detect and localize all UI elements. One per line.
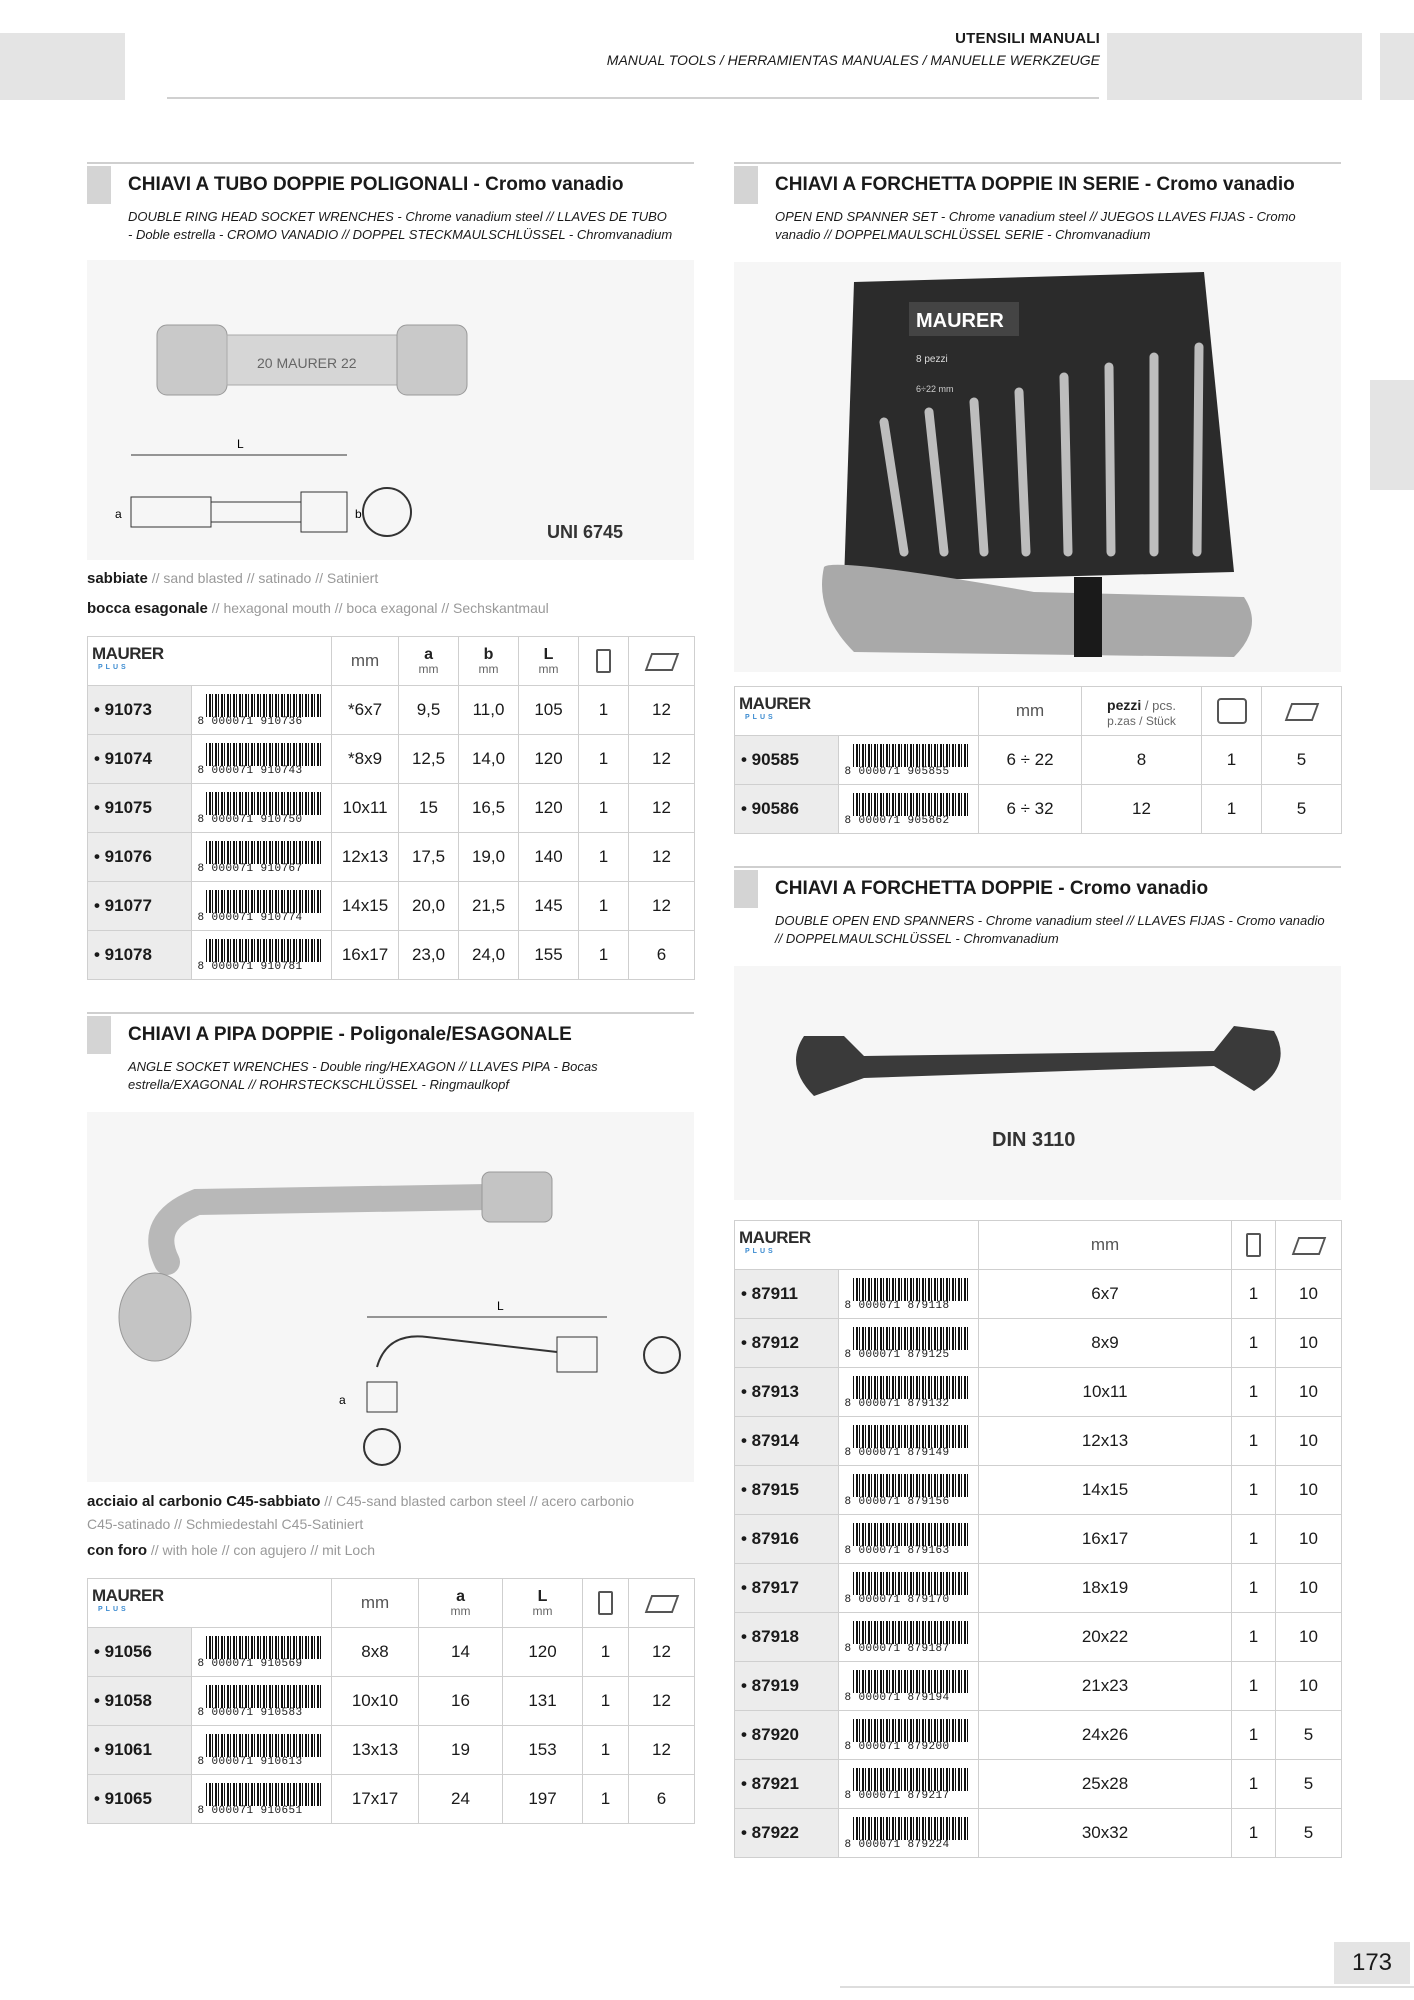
dim-label-a2: a xyxy=(339,1393,346,1407)
section-description: DOUBLE RING HEAD SOCKET WRENCHES - Chrome vanadium steel // LLAVES DE TUBO - Doble estrella - CROMO VANADIO // DOPPEL STECKMAULSCHLÜSSEL - Chromvanadium xyxy=(128,209,673,242)
product-code: • 87918 xyxy=(735,1613,839,1662)
cell-mm: 16x17 xyxy=(332,931,399,980)
cell-q1: 1 xyxy=(1232,1662,1276,1711)
barcode: 8 000071 910613 xyxy=(192,1726,332,1775)
cell-q1: 1 xyxy=(579,931,629,980)
finish-note xyxy=(87,570,378,587)
product-code: • 91061 xyxy=(88,1726,192,1775)
cell-b: 21,5 xyxy=(459,882,519,931)
cell-a: 15 xyxy=(399,784,459,833)
col-crate-icon xyxy=(1262,687,1342,736)
cell-mm: 10x11 xyxy=(979,1368,1232,1417)
product-code: • 87911 xyxy=(735,1270,839,1319)
cell-b: 24,0 xyxy=(459,931,519,980)
product-code: • 90586 xyxy=(735,785,839,834)
brand-logo: MAURER PLUS xyxy=(735,687,979,736)
table-row xyxy=(88,1775,695,1824)
cell-L: 197 xyxy=(503,1775,583,1824)
product-code: • 87915 xyxy=(735,1466,839,1515)
roll-title: 8 pezzi xyxy=(916,354,948,365)
barcode: 8 000071 879156 xyxy=(839,1466,979,1515)
section-title-spanner-set: CHIAVI A FORCHETTA DOPPIE IN SERIE - Cromo vanadio xyxy=(775,174,1295,195)
cell-mm: 6 ÷ 22 xyxy=(979,736,1082,785)
table-row xyxy=(735,1466,1342,1515)
cell-L: 120 xyxy=(503,1628,583,1677)
table-row xyxy=(88,686,695,735)
section-tab xyxy=(734,166,758,204)
barcode: 8 000071 910743 xyxy=(192,735,332,784)
col-crate-icon xyxy=(1276,1221,1342,1270)
col-L: L mm xyxy=(519,637,579,686)
col-pack-icon xyxy=(1202,687,1262,736)
barcode: 8 000071 910767 xyxy=(192,833,332,882)
barcode: 8 000071 879200 xyxy=(839,1711,979,1760)
cell-L: 145 xyxy=(519,882,579,931)
section-description: ANGLE SOCKET WRENCHES - Double ring/HEXAGON // LLAVES PIPA - Bocas estrella/EXAGONAL // ROHRSTECKSCHLÜSSEL - Ringmaulkopf xyxy=(128,1059,598,1092)
table-row xyxy=(735,1319,1342,1368)
cell-q2: 10 xyxy=(1276,1515,1342,1564)
col-mm: mm xyxy=(332,637,399,686)
product-code: • 91077 xyxy=(88,882,192,931)
open-end-spanner-drawing xyxy=(734,966,1341,1200)
dim-label-L: L xyxy=(237,437,244,451)
table-row xyxy=(735,1662,1342,1711)
product-code: • 87921 xyxy=(735,1760,839,1809)
cell-mm: 8x8 xyxy=(332,1628,419,1677)
cell-q1: 1 xyxy=(1202,785,1262,834)
col-b: b mm xyxy=(459,637,519,686)
cell-q1: 1 xyxy=(1232,1564,1276,1613)
cell-a: 20,0 xyxy=(399,882,459,931)
product-code: • 87917 xyxy=(735,1564,839,1613)
header-left-block xyxy=(0,33,125,100)
product-image-spanner-set xyxy=(734,262,1341,672)
cell-q2: 12 xyxy=(629,833,695,882)
barcode: 8 000071 879224 xyxy=(839,1809,979,1858)
tube-wrench-drawing xyxy=(87,260,694,560)
cell-q2: 12 xyxy=(629,1726,695,1775)
footer-line xyxy=(840,1986,1414,1988)
roll-brand: MAURER xyxy=(916,310,1004,332)
cell-mm: 10x10 xyxy=(332,1677,419,1726)
section-description: OPEN END SPANNER SET - Chrome vanadium steel // JUEGOS LLAVES FIJAS - Cromo vanadio // DOPPELMAULSCHLÜSSEL SERIE - Chromvanadium xyxy=(775,209,1296,242)
cell-mm: 12x13 xyxy=(332,833,399,882)
page-number: 173 xyxy=(1334,1942,1410,1984)
cell-q1: 1 xyxy=(1232,1711,1276,1760)
product-code: • 91075 xyxy=(88,784,192,833)
cell-a: 12,5 xyxy=(399,735,459,784)
cell-mm: 12x13 xyxy=(979,1417,1232,1466)
cell-pezzi: 8 xyxy=(1082,736,1202,785)
cell-q2: 12 xyxy=(629,784,695,833)
cell-q1: 1 xyxy=(1232,1270,1276,1319)
col-L: L mm xyxy=(503,1579,583,1628)
barcode: 8 000071 879132 xyxy=(839,1368,979,1417)
cell-a: 16 xyxy=(419,1677,503,1726)
crate-icon xyxy=(1284,703,1319,721)
product-table-tube-wrenches xyxy=(87,636,695,980)
cell-L: 120 xyxy=(519,735,579,784)
product-code: • 87916 xyxy=(735,1515,839,1564)
cell-b: 14,0 xyxy=(459,735,519,784)
finish-note-text: // sand blasted // satinado // Satiniert xyxy=(147,570,379,586)
cell-q2: 5 xyxy=(1276,1760,1342,1809)
table-header-row xyxy=(88,1579,695,1628)
cell-mm: 14x15 xyxy=(332,882,399,931)
product-code: • 91074 xyxy=(88,735,192,784)
product-image-angle-wrench xyxy=(87,1112,694,1482)
dim-label-L2: L xyxy=(497,1299,504,1313)
angle-wrench-drawing xyxy=(87,1112,694,1482)
product-code: • 91065 xyxy=(88,1775,192,1824)
hole-note-bold: con foro xyxy=(87,1542,147,1559)
cell-q1: 1 xyxy=(579,784,629,833)
dim-label-b: b xyxy=(355,507,362,521)
cell-q1: 1 xyxy=(1232,1809,1276,1858)
cell-mm: 18x19 xyxy=(979,1564,1232,1613)
table-row xyxy=(735,1711,1342,1760)
cell-q1: 1 xyxy=(583,1677,629,1726)
brand-logo: MAURER PLUS xyxy=(88,1579,332,1628)
cell-q2: 12 xyxy=(629,882,695,931)
section-divider xyxy=(87,1012,694,1014)
cell-mm: 25x28 xyxy=(979,1760,1232,1809)
cell-q2: 10 xyxy=(1276,1368,1342,1417)
cell-q2: 10 xyxy=(1276,1466,1342,1515)
cell-q1: 1 xyxy=(579,833,629,882)
cell-mm: 6 ÷ 32 xyxy=(979,785,1082,834)
cell-pezzi: 12 xyxy=(1082,785,1202,834)
cell-mm: 10x11 xyxy=(332,784,399,833)
spanner-roll-drawing xyxy=(734,262,1341,672)
cell-mm: 16x17 xyxy=(979,1515,1232,1564)
barcode: 8 000071 879118 xyxy=(839,1270,979,1319)
cell-a: 9,5 xyxy=(399,686,459,735)
header-divider xyxy=(167,97,1099,99)
cell-mm: *6x7 xyxy=(332,686,399,735)
barcode: 8 000071 879187 xyxy=(839,1613,979,1662)
cell-L: 140 xyxy=(519,833,579,882)
cell-q1: 1 xyxy=(579,882,629,931)
product-code: • 91056 xyxy=(88,1628,192,1677)
page-category-subtitle: MANUAL TOOLS / HERRAMIENTAS MANUALES / MANUELLE WERKZEUGE xyxy=(606,52,1100,68)
barcode: 8 000071 910583 xyxy=(192,1677,332,1726)
mouth-note-bold: bocca esagonale xyxy=(87,600,208,617)
cell-L: 131 xyxy=(503,1677,583,1726)
section-tab xyxy=(87,166,111,204)
barcode: 8 000071 879125 xyxy=(839,1319,979,1368)
material-note xyxy=(87,1490,667,1535)
cell-a: 17,5 xyxy=(399,833,459,882)
table-row xyxy=(735,785,1342,834)
cell-L: 155 xyxy=(519,931,579,980)
cell-a: 24 xyxy=(419,1775,503,1824)
cell-q1: 1 xyxy=(1232,1515,1276,1564)
product-code: • 91078 xyxy=(88,931,192,980)
dim-label-a: a xyxy=(115,507,122,521)
product-code: • 91073 xyxy=(88,686,192,735)
barcode: 8 000071 910781 xyxy=(192,931,332,980)
product-code: • 87914 xyxy=(735,1417,839,1466)
cell-a: 23,0 xyxy=(399,931,459,980)
cell-mm: 21x23 xyxy=(979,1662,1232,1711)
cell-q2: 12 xyxy=(629,686,695,735)
cell-q2: 5 xyxy=(1262,736,1342,785)
table-row xyxy=(88,735,695,784)
product-code: • 91076 xyxy=(88,833,192,882)
box-icon xyxy=(598,1591,613,1615)
product-code: • 87922 xyxy=(735,1809,839,1858)
barcode: 8 000071 910774 xyxy=(192,882,332,931)
header-edge-block xyxy=(1380,33,1414,100)
cell-q2: 6 xyxy=(629,1775,695,1824)
section-title-open-end-spanners: CHIAVI A FORCHETTA DOPPIE - Cromo vanadio xyxy=(775,878,1209,899)
barcode: 8 000071 879149 xyxy=(839,1417,979,1466)
col-a: a mm xyxy=(419,1579,503,1628)
box-icon xyxy=(1246,1233,1261,1257)
col-mm: mm xyxy=(979,1221,1232,1270)
table-row xyxy=(735,1564,1342,1613)
material-note-text: // C45-sand blasted carbon steel // acero carbonio C45-satinado // Schmiedestahl C45-Satiniert xyxy=(87,1493,635,1532)
col-a: a mm xyxy=(399,637,459,686)
cell-mm: 14x15 xyxy=(979,1466,1232,1515)
product-table-open-end-spanners xyxy=(734,1220,1342,1858)
section-tab xyxy=(734,870,758,908)
cell-q1: 1 xyxy=(1232,1319,1276,1368)
cell-q1: 1 xyxy=(579,686,629,735)
product-image-open-end-spanner xyxy=(734,966,1341,1200)
table-header-row xyxy=(735,687,1342,736)
product-image-tube-wrench xyxy=(87,260,694,560)
side-tab-marker xyxy=(1370,380,1414,490)
section-description: DOUBLE OPEN END SPANNERS - Chrome vanadium steel // LLAVES FIJAS - Cromo vanadio // DOPPELMAULSCHLÜSSEL - Chromvanadium xyxy=(775,913,1325,946)
cell-mm: 17x17 xyxy=(332,1775,419,1824)
section-title-tube-wrenches: CHIAVI A TUBO DOPPIE POLIGONALI - Cromo vanadio xyxy=(128,174,624,195)
table-row xyxy=(88,1726,695,1775)
cell-q2: 5 xyxy=(1276,1809,1342,1858)
cell-mm: 13x13 xyxy=(332,1726,419,1775)
product-code: • 87913 xyxy=(735,1368,839,1417)
section-divider xyxy=(734,162,1341,164)
mouth-note-text: // hexagonal mouth // boca exagonal // Sechskantmaul xyxy=(207,600,549,616)
section-title-angle-wrenches: CHIAVI A PIPA DOPPIE - Poligonale/ESAGONALE xyxy=(128,1024,572,1045)
cell-q2: 12 xyxy=(629,1628,695,1677)
finish-note-bold: sabbiate xyxy=(87,570,148,587)
pack-icon xyxy=(1217,698,1247,724)
cell-b: 19,0 xyxy=(459,833,519,882)
cell-q2: 10 xyxy=(1276,1662,1342,1711)
cell-q1: 1 xyxy=(583,1775,629,1824)
barcode: 8 000071 879163 xyxy=(839,1515,979,1564)
cell-q2: 10 xyxy=(1276,1613,1342,1662)
standard-label: UNI 6745 xyxy=(547,522,624,542)
col-box-icon xyxy=(579,637,629,686)
col-pieces: pezzi / pcs. p.zas / Stück xyxy=(1082,687,1202,736)
hole-note-text: // with hole // con agujero // mit Loch xyxy=(147,1542,376,1558)
cell-q1: 1 xyxy=(1232,1466,1276,1515)
cell-q2: 5 xyxy=(1276,1711,1342,1760)
roll-sub: 6÷22 mm xyxy=(916,384,954,394)
table-row xyxy=(735,1515,1342,1564)
cell-L: 105 xyxy=(519,686,579,735)
table-row xyxy=(88,833,695,882)
cell-b: 11,0 xyxy=(459,686,519,735)
crate-icon xyxy=(644,1595,679,1613)
cell-L: 120 xyxy=(519,784,579,833)
cell-q2: 5 xyxy=(1262,785,1342,834)
barcode: 8 000071 910736 xyxy=(192,686,332,735)
table-row xyxy=(735,1368,1342,1417)
cell-mm: 24x26 xyxy=(979,1711,1232,1760)
cell-a: 19 xyxy=(419,1726,503,1775)
cell-q2: 10 xyxy=(1276,1564,1342,1613)
cell-a: 14 xyxy=(419,1628,503,1677)
cell-q1: 1 xyxy=(583,1726,629,1775)
table-row xyxy=(88,882,695,931)
cell-mm: 20x22 xyxy=(979,1613,1232,1662)
product-table-angle-wrenches xyxy=(87,1578,695,1824)
cell-q1: 1 xyxy=(1232,1760,1276,1809)
cell-q1: 1 xyxy=(1202,736,1262,785)
barcode: 8 000071 910569 xyxy=(192,1628,332,1677)
material-note-bold: acciaio al carbonio C45-sabbiato xyxy=(87,1493,321,1510)
table-row xyxy=(735,1613,1342,1662)
box-icon xyxy=(596,649,611,673)
crate-icon xyxy=(1291,1237,1326,1255)
table-row xyxy=(735,1270,1342,1319)
col-box-icon xyxy=(583,1579,629,1628)
col-mm: mm xyxy=(979,687,1082,736)
cell-mm: 8x9 xyxy=(979,1319,1232,1368)
product-code: • 87920 xyxy=(735,1711,839,1760)
cell-q1: 1 xyxy=(1232,1368,1276,1417)
table-row xyxy=(88,784,695,833)
cell-q1: 1 xyxy=(579,735,629,784)
barcode: 8 000071 879217 xyxy=(839,1760,979,1809)
page-category-title: UTENSILI MANUALI xyxy=(955,30,1100,47)
product-code: • 87912 xyxy=(735,1319,839,1368)
crate-icon xyxy=(644,653,679,671)
table-row xyxy=(88,931,695,980)
cell-mm: 6x7 xyxy=(979,1270,1232,1319)
table-header-row xyxy=(735,1221,1342,1270)
barcode: 8 000071 910750 xyxy=(192,784,332,833)
standard-label: DIN 3110 xyxy=(992,1129,1076,1151)
cell-q2: 6 xyxy=(629,931,695,980)
product-code: • 90585 xyxy=(735,736,839,785)
table-row xyxy=(88,1677,695,1726)
product-code: • 87919 xyxy=(735,1662,839,1711)
cell-q2: 10 xyxy=(1276,1270,1342,1319)
wrench-engraving: 20 MAURER 22 xyxy=(257,355,357,371)
cell-L: 153 xyxy=(503,1726,583,1775)
table-row xyxy=(735,736,1342,785)
cell-q2: 10 xyxy=(1276,1319,1342,1368)
cell-b: 16,5 xyxy=(459,784,519,833)
col-crate-icon xyxy=(629,637,695,686)
hole-note xyxy=(87,1542,375,1559)
cell-mm: *8x9 xyxy=(332,735,399,784)
col-crate-icon xyxy=(629,1579,695,1628)
col-mm: mm xyxy=(332,1579,419,1628)
barcode: 8 000071 905855 xyxy=(839,736,979,785)
brand-logo: MAURER PLUS xyxy=(88,637,332,686)
mouth-note xyxy=(87,600,549,617)
cell-q1: 1 xyxy=(1232,1613,1276,1662)
table-header-row xyxy=(88,637,695,686)
section-divider xyxy=(87,162,694,164)
table-row xyxy=(88,1628,695,1677)
product-table-spanner-set xyxy=(734,686,1342,834)
cell-q2: 12 xyxy=(629,735,695,784)
table-row xyxy=(735,1760,1342,1809)
cell-mm: 30x32 xyxy=(979,1809,1232,1858)
cell-q1: 1 xyxy=(1232,1417,1276,1466)
barcode: 8 000071 879194 xyxy=(839,1662,979,1711)
cell-q1: 1 xyxy=(583,1628,629,1677)
barcode: 8 000071 910651 xyxy=(192,1775,332,1824)
table-row xyxy=(735,1417,1342,1466)
table-row xyxy=(735,1809,1342,1858)
col-box-icon xyxy=(1232,1221,1276,1270)
barcode: 8 000071 879170 xyxy=(839,1564,979,1613)
product-code: • 91058 xyxy=(88,1677,192,1726)
section-divider xyxy=(734,866,1341,868)
barcode: 8 000071 905862 xyxy=(839,785,979,834)
header-right-block xyxy=(1107,33,1362,100)
cell-q2: 10 xyxy=(1276,1417,1342,1466)
section-tab xyxy=(87,1016,111,1054)
cell-q2: 12 xyxy=(629,1677,695,1726)
brand-logo: MAURER PLUS xyxy=(735,1221,979,1270)
